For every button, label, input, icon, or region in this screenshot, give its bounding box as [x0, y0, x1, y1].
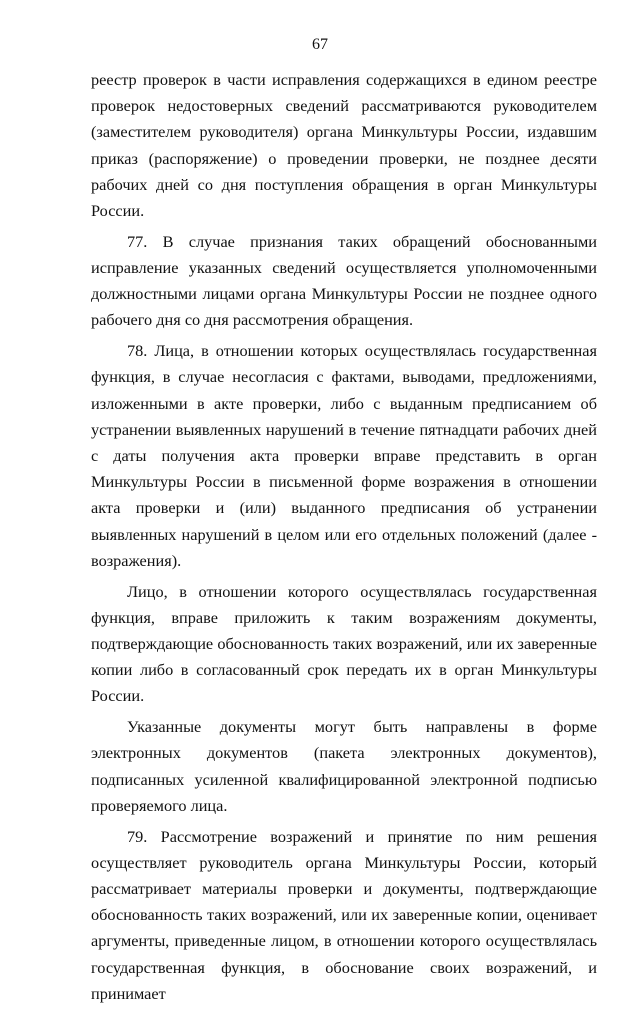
page-number: 67: [312, 36, 328, 53]
paragraph-continuation: реестр проверок в части исправления содержащихся в едином реестре проверок недостоверных сведений рассматриваются руководителем (заместителем руководителя) органа Минкультуры России, издавшим приказ (распоряжение) о проведении проверки, не позднее десяти рабочих дней со дня поступления обращения в орган Минкультуры России.: [91, 70, 597, 221]
paragraph-documents-attachment: Лицо, в отношении которого осуществлялась государственная функция, вправе приложить к таким возражениям документы, подтверждающие обоснованность таких возражений, или их заверенные копии либо в согласованный срок передать их в орган Минкультуры России.: [91, 581, 597, 706]
paragraph-electronic-documents: Указанные документы могут быть направлены в форме электронных документов (пакета электронных документов), подписанных усиленной квалифицированной электронной подписью проверяемого лица.: [91, 717, 597, 815]
document-body: [91, 67, 597, 1012]
paragraph-79: 79. Рассмотрение возражений и принятие по ним решения осуществляет руководитель органа Минкультуры России, который рассматривает материалы проверки и документы, подтверждающие обоснованность таких возражений, или их заверенные копии, оценивает аргументы, приведенные лицом, в отношении которого осуществлялась государственная функция, в обоснование своих возражений, и принимает: [91, 826, 597, 1003]
paragraph-77: 77. В случае признания таких обращений обоснованными исправление указанных сведений осуществляется уполномоченными должностными лицами органа Минкультуры России не позднее одного рабочего дня со дня рассмотрения обращения.: [91, 231, 597, 330]
paragraph-78: 78. Лица, в отношении которых осуществлялась государственная функция, в случае несогласия с фактами, выводами, предложениями, изложенными в акте проверки, либо с выданным предписанием об устранении выявленных нарушений в течение пятнадцати рабочих дней с даты получения акта проверки вправе представить в орган Минкультуры России в письменной форме возражения в отношении акта проверки и (или) выданного предписания об устранении выявленных нарушений в целом или его отдельных положений (далее - возражения).: [91, 341, 597, 570]
